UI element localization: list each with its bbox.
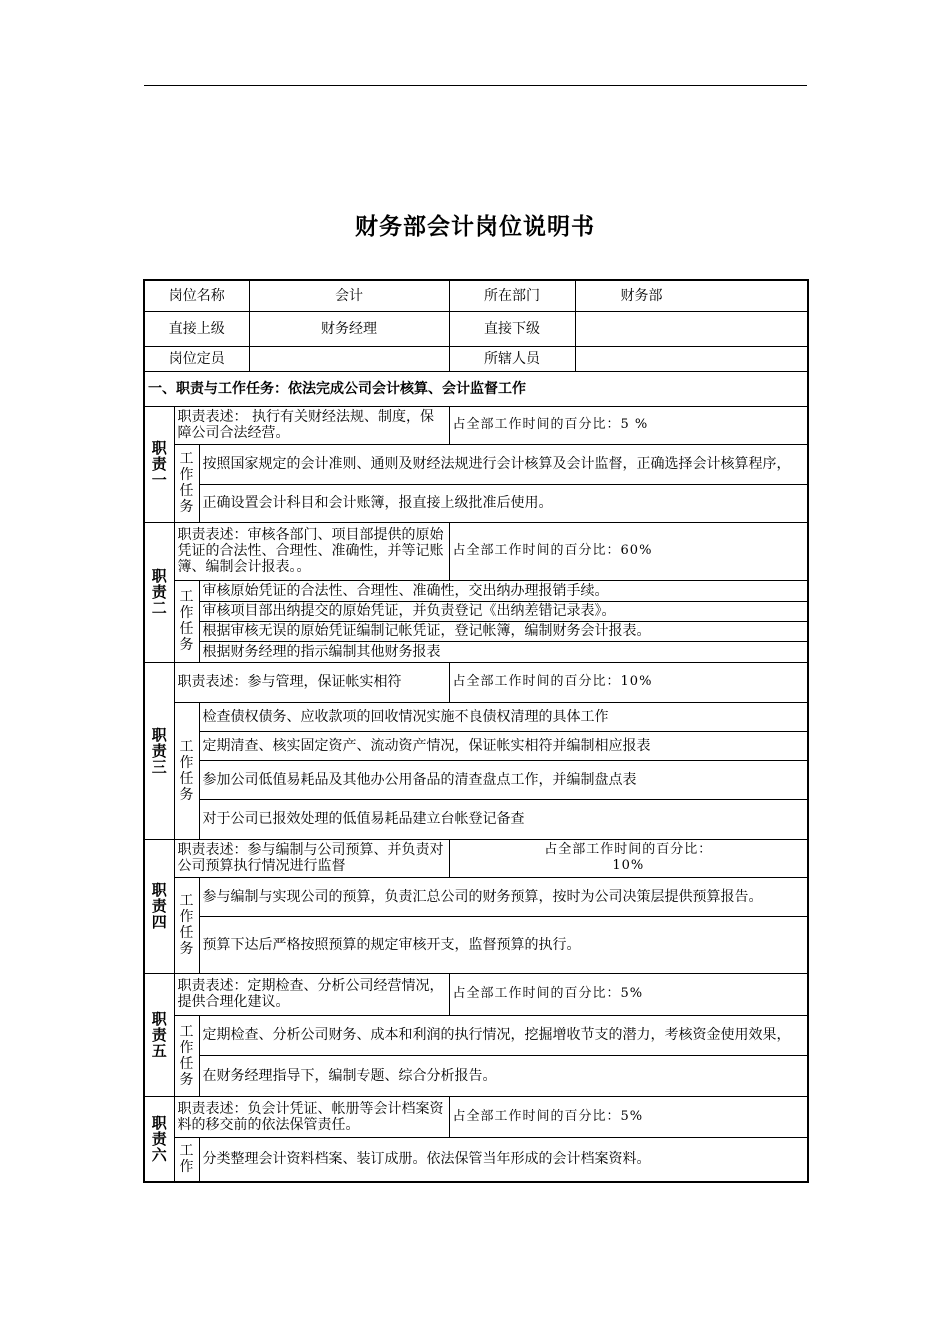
task-row	[144, 641, 808, 662]
department-value: 财务部	[575, 280, 808, 311]
duty-1-percent: 占全部工作时间的百分比：5 %	[449, 406, 808, 444]
task-item: 参加公司低值易耗品及其他办公用备品的清查盘点工作，并编制盘点表	[199, 760, 808, 799]
duty-description-row	[144, 839, 808, 877]
duty-2-description: 职责表述：审核各部门、项目部提供的原始凭证的合法性、合理性、准确性，并等记账簿、编制会计报表。。	[174, 522, 449, 580]
staff-label: 所辖人员	[449, 346, 575, 371]
task-row	[144, 1015, 808, 1055]
duty-4-percent	[449, 839, 808, 877]
task-item: 参与编制与实现公司的预算，负责汇总公司的财务预算，按时为公司决策层提供预算报告。	[199, 877, 808, 916]
duty-description-row	[144, 522, 808, 580]
duty-6-description: 职责表述：负会计凭证、帐册等会计档案资料的移交前的依法保管责任。	[174, 1096, 449, 1137]
task-row	[144, 601, 808, 621]
info-row	[144, 311, 808, 346]
section-heading: 一、职责与工作任务：依法完成公司会计核算、会计监督工作	[144, 371, 808, 406]
task-item: 检查债权债务、应收款项的回收情况实施不良债权清理的具体工作	[199, 702, 808, 731]
task-item: 定期清查、核实固定资产、流动资产情况，保证帐实相符并编制相应报表	[199, 731, 808, 760]
duty-4-label: 职 责 四	[144, 839, 174, 973]
superior-label: 直接上级	[144, 311, 249, 346]
position-name-value: 会计	[249, 280, 449, 311]
department-label: 所在部门	[449, 280, 575, 311]
quota-value	[249, 346, 449, 371]
duty-1-description: 职责表述： 执行有关财经法规、制度，保障公司合法经营。	[174, 406, 449, 444]
task-item: 定期检查、分析公司财务、成本和利润的执行情况，挖掘增收节支的潜力，考核资金使用效果，	[199, 1015, 808, 1055]
task-label: 工 作 任 务	[174, 877, 199, 973]
task-item: 审核原始凭证的合法性、合理性、准确性，交出纳办理报销手续。	[199, 580, 808, 601]
duty-4-description: 职责表述：参与编制与公司预算、并负责对公司预算执行情况进行监督	[174, 839, 449, 877]
duty-3-description: 职责表述：参与管理，保证帐实相符	[174, 662, 449, 702]
task-row	[144, 1055, 808, 1096]
duty-description-row	[144, 973, 808, 1015]
duty-2-percent: 占全部工作时间的百分比：60%	[449, 522, 808, 580]
duty-3-label: 职 责 三	[144, 662, 174, 839]
duty-4-percent-line1: 占全部工作时间的百分比：	[544, 842, 713, 857]
job-description-table	[143, 279, 809, 1183]
task-item: 按照国家规定的会计准则、通则及财经法规进行会计核算及会计监督，正确选择会计核算程序，	[199, 444, 808, 484]
task-item: 根据财务经理的指示编制其他财务报表	[199, 641, 808, 662]
quota-label: 岗位定员	[144, 346, 249, 371]
task-label: 工 作 任 务	[174, 580, 199, 662]
header-rule	[144, 85, 807, 86]
task-label: 工 作 任 务	[174, 444, 199, 522]
task-label: 工 作 任 务	[174, 1015, 199, 1096]
duty-1-label: 职 责 一	[144, 406, 174, 522]
task-item: 审核项目部出纳提交的原始凭证，并负责登记《出纳差错记录表》。	[199, 601, 808, 621]
subordinate-label: 直接下级	[449, 311, 575, 346]
task-item: 根据审核无误的原始凭证编制记帐凭证，登记帐簿，编制财务会计报表。	[199, 621, 808, 641]
task-item: 对于公司已报效处理的低值易耗品建立台帐登记备查	[199, 799, 808, 839]
duty-5-percent: 占全部工作时间的百分比：5%	[449, 973, 808, 1015]
task-row	[144, 799, 808, 839]
staff-value	[575, 346, 808, 371]
task-row	[144, 580, 808, 601]
task-item: 分类整理会计资料档案、装订成册。依法保管当年形成的会计档案资料。	[199, 1137, 808, 1182]
duty-4-percent-line2: 10%	[612, 858, 645, 873]
duty-2-label: 职 责 二	[144, 522, 174, 662]
task-row	[144, 444, 808, 484]
duty-description-row	[144, 1096, 808, 1137]
info-row	[144, 280, 808, 311]
duty-description-row	[144, 406, 808, 444]
subordinate-value	[575, 311, 808, 346]
task-row	[144, 877, 808, 916]
duty-6-percent: 占全部工作时间的百分比：5%	[449, 1096, 808, 1137]
superior-value: 财务经理	[249, 311, 449, 346]
task-label: 工 作	[174, 1137, 199, 1182]
task-row	[144, 484, 808, 522]
task-row	[144, 760, 808, 799]
task-item: 在财务经理指导下，编制专题、综合分析报告。	[199, 1055, 808, 1096]
task-row	[144, 621, 808, 641]
task-row	[144, 1137, 808, 1182]
document-title: 财务部会计岗位说明书	[355, 214, 595, 240]
position-name-label: 岗位名称	[144, 280, 249, 311]
task-item: 预算下达后严格按照预算的规定审核开支，监督预算的执行。	[199, 916, 808, 973]
info-row	[144, 346, 808, 371]
section-heading-row	[144, 371, 808, 406]
duty-5-description: 职责表述：定期检查、分析公司经营情况，提供合理化建议。	[174, 973, 449, 1015]
task-item: 正确设置会计科目和会计账簿，报直接上级批准后使用。	[199, 484, 808, 522]
duty-5-label: 职 责 五	[144, 973, 174, 1096]
duty-6-label: 职 责 六	[144, 1096, 174, 1182]
duty-3-percent: 占全部工作时间的百分比：10%	[449, 662, 808, 702]
duty-description-row	[144, 662, 808, 702]
task-row	[144, 731, 808, 760]
task-label: 工 作 任 务	[174, 702, 199, 839]
task-row	[144, 702, 808, 731]
task-row	[144, 916, 808, 973]
